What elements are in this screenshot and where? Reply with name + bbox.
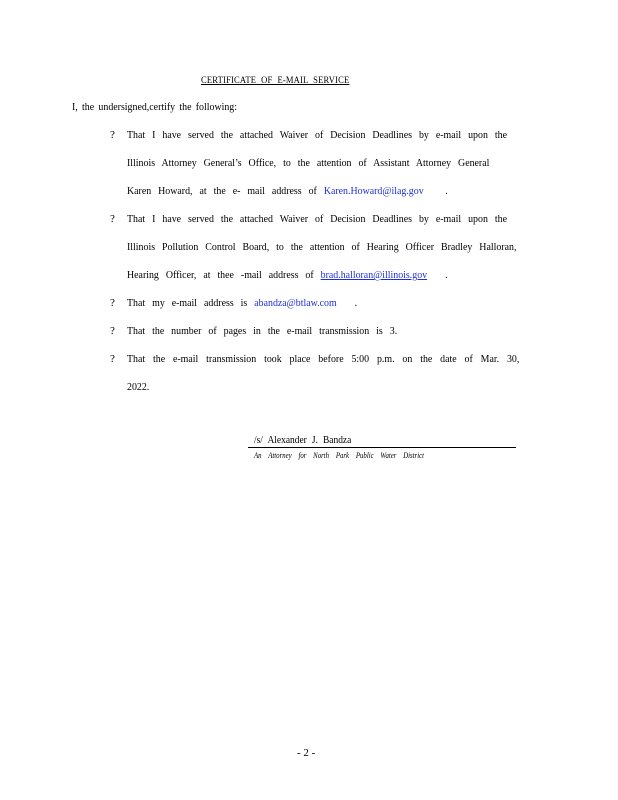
bullet-marker: ?: [110, 297, 115, 309]
email-link-brad-halloran[interactable]: brad.halloran@illinois.gov: [320, 269, 428, 281]
item-2-line-2: Illinois Pollution Control Board, to the attention of Hearing Officer Bradley Halloran,: [127, 241, 517, 253]
intro-text: I, the undersigned,certify the following:: [72, 101, 238, 113]
bullet-marker: ?: [110, 129, 115, 141]
item-4-line: That the number of pages in the e-mail transmission is 3.: [127, 325, 398, 337]
bullet-marker: ?: [110, 325, 115, 337]
item-3-line: [127, 297, 357, 309]
signature-text: /s/ Alexander J. Bandza: [254, 435, 352, 446]
item-2-line-1: That I have served the attached Waiver of Decision Deadlines by e-mail upon the: [127, 213, 507, 225]
item-1-line-2: Illinois Attorney General’s Office, to the attention of Assistant Attorney General: [127, 157, 490, 169]
item-3-period: .: [354, 297, 358, 309]
item-5-line-2: 2022.: [127, 381, 150, 393]
bullet-marker: ?: [110, 213, 115, 225]
bullet-marker: ?: [110, 353, 115, 365]
item-1-period: .: [445, 185, 448, 197]
item-2-line-3-text: Hearing Officer, at thee -mail address of: [127, 269, 321, 281]
email-link-abandza[interactable]: abandza@btlaw.com: [254, 297, 337, 309]
item-1-line-3-text: Karen Howard, at the e- mail address of: [127, 185, 324, 197]
item-5-line-1: That the e-mail transmission took place before 5:00 p.m. on the date of Mar. 30,: [127, 353, 520, 365]
page-number: - 2 -: [297, 747, 316, 759]
signature-line: [248, 447, 516, 448]
item-1-line-3: [127, 185, 448, 197]
item-2-period: .: [445, 269, 448, 281]
item-2-line-3: [127, 269, 448, 281]
email-link-karen-howard[interactable]: Karen.Howard@ilag.gov: [323, 185, 424, 197]
signature-caption: An Attorney for North Park Public Water District: [254, 451, 424, 460]
item-3-text: That my e-mail address is: [127, 297, 255, 309]
item-1-line-1: That I have served the attached Waiver of Decision Deadlines by e-mail upon the: [127, 129, 507, 141]
certificate-title: CERTIFICATE OF E-MAIL SERVICE: [201, 76, 350, 86]
